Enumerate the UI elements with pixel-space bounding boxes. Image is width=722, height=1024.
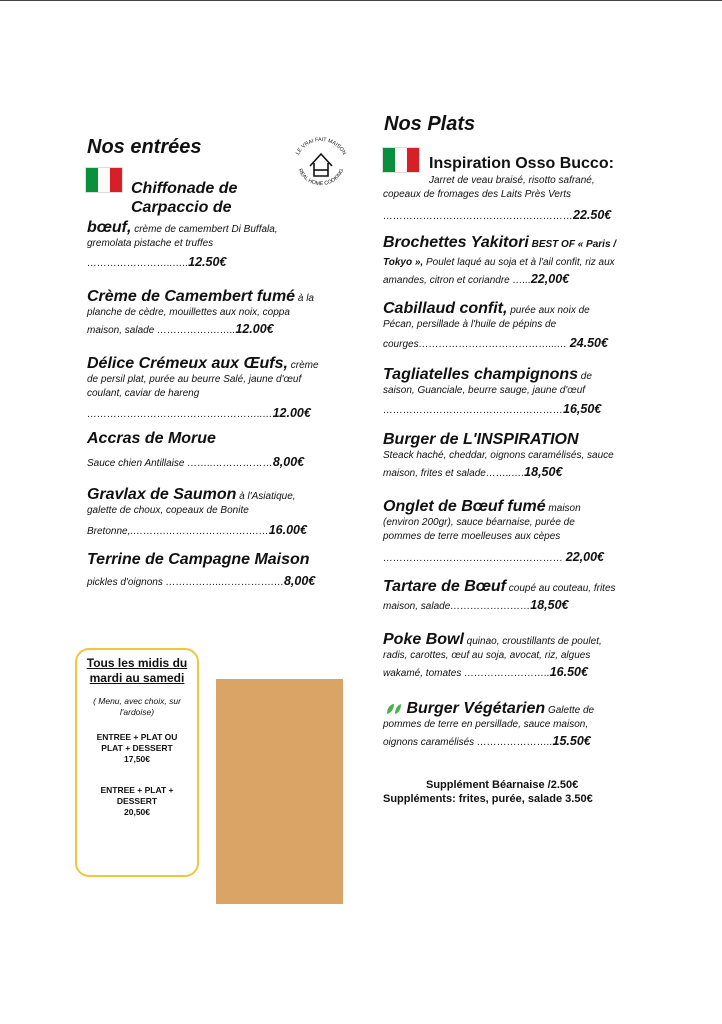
item-title: Onglet de Bœuf fumé (383, 498, 546, 515)
box-note: l'ardoise) (119, 707, 155, 717)
formula-price: 17,50€ (124, 754, 150, 764)
lunch-formula-box (75, 648, 199, 877)
item-description: quinao, croustillants de poulet, (463, 636, 602, 647)
italian-flag-icon (383, 148, 419, 172)
item-description: planche de cèdre, mouillettes aux noix, coppa (87, 307, 290, 318)
svg-text:REAL HOME COOKING (297, 168, 346, 187)
item-description: Sauce chien Antillaise ……..……………… (87, 458, 273, 469)
formula-price: 20,50€ (124, 807, 150, 817)
item-price: 12.00€ (272, 406, 311, 420)
item-description: courges…………………………………...… (383, 339, 570, 350)
item-price: 8,00€ (272, 455, 305, 469)
item-description: galette de choux, copeaux de Bonite (87, 505, 249, 516)
menu-item-camembert (87, 288, 357, 338)
item-price: 22.50€ (573, 208, 612, 222)
menu-item-tartare (383, 578, 653, 614)
item-title: bœuf, (87, 219, 132, 236)
item-description: à la (295, 293, 314, 304)
supplement-line: Suppléments: frites, purée, salade 3.50€ (383, 793, 593, 805)
menu-item-onglet (383, 498, 653, 566)
item-price: 8,00€ (283, 574, 316, 588)
menu-item-cabillaud (383, 300, 653, 352)
menu-item-vegetarien (383, 700, 656, 750)
item-title: Cabillaud confit, (383, 300, 508, 317)
item-price: 12.00€ (235, 322, 274, 336)
item-description: maison, salade…………………… (383, 601, 531, 612)
item-description: pommes de terre moelleuses aux cèpes (383, 531, 561, 542)
item-price: 15.50€ (552, 734, 591, 748)
item-description: crème de camembert Di Buffala, (131, 224, 278, 235)
item-title: Gravlax de Saumon (87, 486, 237, 503)
item-title: Accras de Morue (87, 430, 216, 447)
menu-item-poke (383, 631, 653, 681)
house-icon (310, 154, 332, 176)
menu-item-burger (383, 431, 653, 481)
item-description: oignons caramélisés ………………….. (383, 737, 553, 748)
item-description: gremolata pistache et truffes (87, 238, 214, 249)
item-description: Steack haché, cheddar, oignons caramélisés, sauce (383, 450, 614, 461)
item-description: Poulet laqué au soja et à l'ail confit, riz aux (423, 257, 615, 268)
supplements (383, 778, 633, 806)
item-price: 16,50€ (563, 402, 602, 416)
item-description: pommes de terre en persillade, sauce maison, (383, 719, 589, 730)
item-title: Poke Bowl (383, 631, 464, 648)
item-price: 18,50€ (524, 465, 563, 479)
vegetarian-leaf-icon (386, 702, 402, 716)
item-badge: BEST OF « Paris / (528, 239, 617, 250)
item-description: de persil plat, purée au beurre Salé, jaune d'œuf (87, 374, 302, 385)
dot-leader: ……………………………………………… (383, 553, 566, 564)
section-title-entrees: Nos entrées (87, 136, 202, 158)
item-description: (environ 200gr), sauce béarnaise, purée de (383, 517, 575, 528)
menu-item-gravlax (87, 486, 357, 539)
supplement-line: Supplément Béarnaise /2.50€ (426, 779, 579, 791)
item-description: maison, frites et salade……..…. (383, 468, 525, 479)
item-title: Chiffonade de (131, 180, 238, 197)
dot-leader: ……………………………………………… (383, 405, 563, 416)
item-description: Galette de (545, 705, 595, 716)
item-description: Pécan, persillade à l'huile de pépins de (383, 319, 557, 330)
item-description: crème (287, 360, 319, 371)
dot-leader: ……………………..….. (87, 258, 189, 269)
item-title: Brochettes Yakitori (383, 234, 529, 251)
item-description: maison, salade ……………….….. (87, 325, 236, 336)
item-price: 22,00€ (565, 550, 605, 564)
top-border (0, 0, 722, 1)
menu-item-osso (383, 174, 653, 224)
menu-item-osso-title (429, 155, 649, 173)
box-heading: Tous les midis du (86, 656, 188, 670)
tan-image-block (216, 679, 343, 904)
menu-item-chiffonade-details (87, 220, 357, 271)
item-description: saison, Guanciale, beurre sauge, jaune d'œuf (383, 385, 586, 396)
item-description: amandes, citron et coriandre …... (383, 275, 531, 286)
item-description: radis, carottes, œuf au soja, avocat, riz, algues (383, 650, 591, 661)
item-description: wakamé, tomates …………………….. (383, 668, 550, 679)
box-note: ( Menu, avec choix, sur (93, 696, 181, 706)
logo-text-bottom: REAL HOME COOKING (296, 167, 346, 188)
menu-item-terrine (87, 551, 357, 590)
item-description: purée aux noix de (507, 305, 590, 316)
formula-line: DESSERT (116, 796, 158, 806)
item-description: copeaux de fromages des Laits Près Verts (383, 189, 572, 200)
menu-item-delice (87, 355, 357, 422)
dot-leader: ……………………………………………..… (87, 409, 273, 420)
item-price: 16.00€ (268, 523, 307, 537)
formula-line: ENTREE + PLAT + (100, 785, 174, 795)
item-description: Bretonne,.……….……………………….… (87, 526, 269, 537)
formula-line: ENTREE + PLAT OU (96, 732, 178, 742)
item-description: coupé au couteau, frites (505, 583, 616, 594)
item-title: Terrine de Campagne Maison (87, 551, 310, 568)
logo-text-top: LE VRAI FAIT MAISON (294, 136, 347, 157)
item-price: 16.50€ (549, 665, 588, 679)
dot-leader: ………………………………………………… (383, 211, 573, 222)
item-title: Inspiration Osso Bucco: (429, 155, 614, 172)
formula-line: PLAT + DESSERT (101, 743, 173, 753)
item-description: de (578, 371, 592, 382)
item-description: à l'Asiatique, (236, 491, 296, 502)
item-price: 18,50€ (530, 598, 569, 612)
item-title: Carpaccio de (131, 199, 232, 216)
item-badge: Tokyo », (383, 257, 424, 268)
item-price: 12.50€ (188, 255, 227, 269)
box-heading: mardi au samedi (89, 671, 185, 685)
item-title: Tartare de Bœuf (383, 578, 506, 595)
item-title: Burger Végétarien (406, 700, 546, 717)
item-title: Crème de Camembert fumé (87, 288, 296, 305)
section-title-plats: Nos Plats (384, 113, 476, 135)
item-title: Tagliatelles champignons (383, 366, 579, 383)
item-title: Burger de L'INSPIRATION (383, 431, 579, 448)
item-description: pickles d'oignons ……………..…………….… (87, 577, 284, 588)
menu-item-tagliatelles (383, 366, 653, 418)
fait-maison-logo (286, 132, 356, 194)
item-price: 22,00€ (530, 272, 570, 286)
menu-item-accras (87, 430, 357, 471)
item-price: 24.50€ (569, 336, 608, 350)
item-title: Délice Crémeux aux Œufs, (87, 355, 288, 372)
item-description: coulant, caviar de hareng (87, 388, 200, 399)
item-description: Jarret de veau braisé, risotto safrané, (429, 175, 595, 186)
item-description: maison (545, 503, 581, 514)
italian-flag-icon (86, 168, 122, 192)
menu-item-brochettes (383, 234, 653, 288)
